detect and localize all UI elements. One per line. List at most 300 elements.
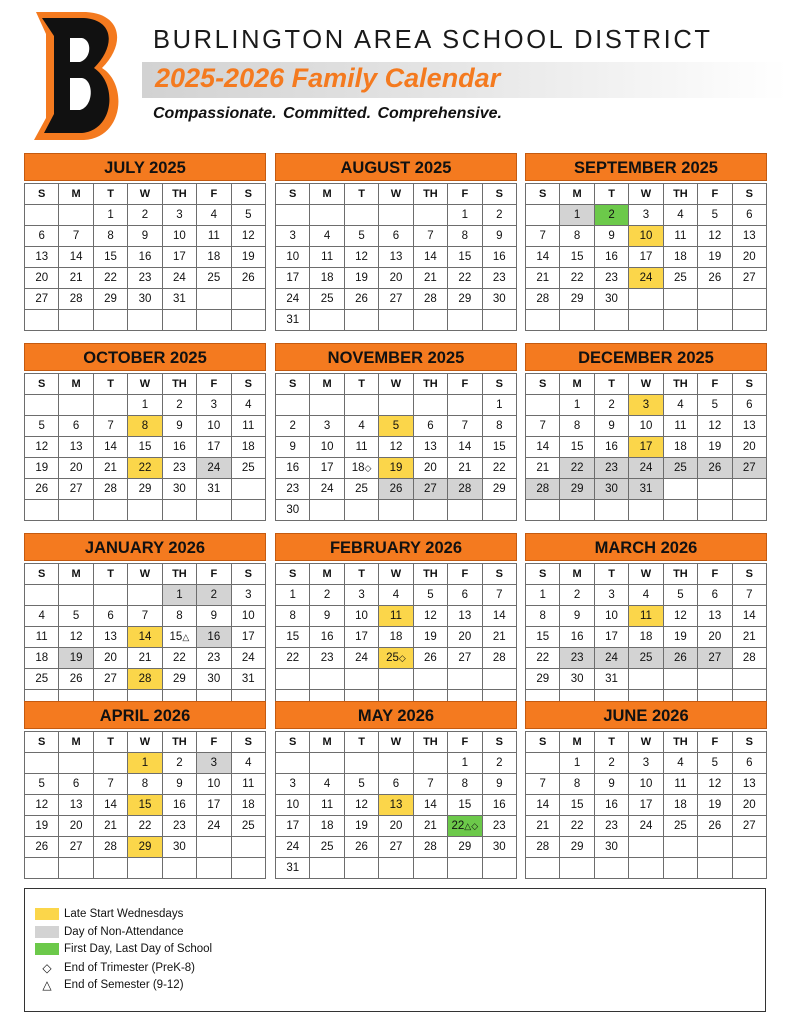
weekday-label: T xyxy=(344,732,378,753)
month-february-2026 xyxy=(275,533,517,711)
weekday-header-row xyxy=(25,184,266,205)
month-days-table xyxy=(24,373,266,521)
week-row xyxy=(25,458,266,479)
day-cell: 16 xyxy=(482,795,516,816)
empty-cell xyxy=(732,479,766,500)
day-cell: 30 xyxy=(197,669,231,690)
day-cell: 7 xyxy=(448,416,482,437)
day-cell: 18 xyxy=(231,437,265,458)
week-row xyxy=(25,816,266,837)
weekday-label: S xyxy=(231,732,265,753)
day-cell: 10 xyxy=(276,795,310,816)
weekday-label: F xyxy=(197,564,231,585)
day-cell: 3 xyxy=(629,753,663,774)
empty-cell xyxy=(344,500,378,521)
day-cell: 9 xyxy=(128,226,162,247)
legend-label: First Day, Last Day of School xyxy=(64,943,213,955)
week-row xyxy=(276,226,517,247)
day-cell: 18 xyxy=(25,648,59,669)
month-march-2026 xyxy=(525,533,767,711)
weekday-label: S xyxy=(25,374,59,395)
day-cell: 2 xyxy=(482,753,516,774)
empty-cell xyxy=(448,858,482,879)
day-cell: 5 xyxy=(379,416,413,437)
day-cell: 19 xyxy=(25,458,59,479)
day-cell: 18 xyxy=(310,816,344,837)
day-cell: 1 xyxy=(526,585,560,606)
day-cell: 11 xyxy=(310,795,344,816)
day-cell: 25◇ xyxy=(379,648,413,669)
month-may-2026 xyxy=(275,701,517,879)
empty-cell xyxy=(526,205,560,226)
day-cell: 25 xyxy=(310,289,344,310)
weekday-label: TH xyxy=(413,732,447,753)
day-cell: 19 xyxy=(344,268,378,289)
weekday-label: S xyxy=(526,564,560,585)
day-cell: 30 xyxy=(128,289,162,310)
weekday-label: S xyxy=(276,374,310,395)
weekday-label: T xyxy=(344,184,378,205)
weekday-label: W xyxy=(128,564,162,585)
empty-cell xyxy=(482,310,516,331)
empty-cell xyxy=(231,858,265,879)
empty-cell xyxy=(448,310,482,331)
empty-cell xyxy=(413,395,447,416)
day-cell: 16 xyxy=(594,247,628,268)
day-cell: 13 xyxy=(448,606,482,627)
day-cell: 6 xyxy=(379,774,413,795)
day-cell: 11 xyxy=(663,416,697,437)
weekday-label: TH xyxy=(413,374,447,395)
day-cell: 21 xyxy=(413,268,447,289)
week-row xyxy=(25,289,266,310)
day-cell: 14 xyxy=(93,795,127,816)
weekday-label: W xyxy=(379,732,413,753)
weekday-label: F xyxy=(448,184,482,205)
empty-cell xyxy=(128,858,162,879)
day-cell: 23 xyxy=(128,268,162,289)
day-cell: 5 xyxy=(344,226,378,247)
month-title: MARCH 2026 xyxy=(525,533,767,561)
day-cell: 21 xyxy=(128,648,162,669)
weekday-label: F xyxy=(197,732,231,753)
day-cell: 24 xyxy=(197,458,231,479)
day-cell: 5 xyxy=(413,585,447,606)
day-cell: 7 xyxy=(128,606,162,627)
weekday-label: S xyxy=(526,184,560,205)
month-title: AUGUST 2025 xyxy=(275,153,517,181)
empty-cell xyxy=(526,310,560,331)
day-cell: 28 xyxy=(59,289,93,310)
month-days-table xyxy=(24,731,266,879)
empty-cell xyxy=(25,310,59,331)
empty-cell xyxy=(526,395,560,416)
day-cell: 9 xyxy=(310,606,344,627)
day-cell: 4 xyxy=(663,205,697,226)
day-cell: 5 xyxy=(663,585,697,606)
week-row xyxy=(276,669,517,690)
day-cell: 13 xyxy=(732,226,766,247)
empty-cell xyxy=(197,289,231,310)
day-cell: 6 xyxy=(413,416,447,437)
weekday-label: M xyxy=(560,374,594,395)
day-cell: 5 xyxy=(344,774,378,795)
day-cell: 18 xyxy=(231,795,265,816)
day-cell: 21 xyxy=(526,268,560,289)
day-cell: 26 xyxy=(25,837,59,858)
day-cell: 31 xyxy=(594,669,628,690)
day-cell: 11 xyxy=(231,774,265,795)
empty-cell xyxy=(698,500,732,521)
week-row xyxy=(526,795,767,816)
empty-cell xyxy=(310,205,344,226)
month-title: NOVEMBER 2025 xyxy=(275,343,517,371)
week-row xyxy=(526,669,767,690)
week-row xyxy=(276,395,517,416)
weekday-label: T xyxy=(594,732,628,753)
day-cell: 17 xyxy=(310,458,344,479)
day-cell: 1 xyxy=(448,205,482,226)
day-cell: 2 xyxy=(276,416,310,437)
day-cell: 28 xyxy=(526,289,560,310)
empty-cell xyxy=(698,310,732,331)
empty-cell xyxy=(25,585,59,606)
day-cell: 14 xyxy=(413,247,447,268)
day-cell: 24 xyxy=(231,648,265,669)
day-cell: 7 xyxy=(526,226,560,247)
empty-cell xyxy=(128,585,162,606)
empty-cell xyxy=(231,310,265,331)
day-cell: 23 xyxy=(276,479,310,500)
weekday-label: T xyxy=(93,374,127,395)
day-cell: 29 xyxy=(526,669,560,690)
empty-cell xyxy=(629,500,663,521)
empty-cell xyxy=(413,500,447,521)
week-row xyxy=(25,669,266,690)
day-cell: 29 xyxy=(448,837,482,858)
day-cell: 6 xyxy=(448,585,482,606)
day-cell: 9 xyxy=(276,437,310,458)
weekday-label: TH xyxy=(663,184,697,205)
month-title: JULY 2025 xyxy=(24,153,266,181)
empty-cell xyxy=(379,753,413,774)
day-cell: 13 xyxy=(732,416,766,437)
weekday-label: S xyxy=(231,184,265,205)
day-cell: 28 xyxy=(526,837,560,858)
empty-cell xyxy=(413,310,447,331)
empty-cell xyxy=(732,669,766,690)
day-cell: 28 xyxy=(93,479,127,500)
empty-cell xyxy=(732,310,766,331)
empty-cell xyxy=(732,837,766,858)
weekday-label: W xyxy=(629,732,663,753)
weekday-label: TH xyxy=(413,184,447,205)
weekday-label: W xyxy=(629,564,663,585)
week-row xyxy=(526,458,767,479)
day-cell: 1 xyxy=(448,753,482,774)
day-cell: 3 xyxy=(629,395,663,416)
weekday-header-row xyxy=(526,184,767,205)
day-cell: 23 xyxy=(594,268,628,289)
weekday-label: S xyxy=(231,374,265,395)
day-cell: 22 xyxy=(448,268,482,289)
empty-cell xyxy=(25,395,59,416)
day-cell: 26 xyxy=(413,648,447,669)
day-cell: 26 xyxy=(698,458,732,479)
week-row xyxy=(25,479,266,500)
week-row xyxy=(526,500,767,521)
weekday-label: F xyxy=(448,374,482,395)
day-cell: 10 xyxy=(310,437,344,458)
weekday-label: TH xyxy=(663,374,697,395)
empty-cell xyxy=(594,310,628,331)
empty-cell xyxy=(732,858,766,879)
day-cell: 9 xyxy=(594,226,628,247)
empty-cell xyxy=(162,310,196,331)
day-cell: 2 xyxy=(560,585,594,606)
day-cell: 4 xyxy=(310,226,344,247)
day-cell: 28 xyxy=(448,479,482,500)
empty-cell xyxy=(344,205,378,226)
day-cell: 16 xyxy=(197,627,231,648)
month-title: SEPTEMBER 2025 xyxy=(525,153,767,181)
day-cell: 8 xyxy=(448,226,482,247)
weekday-label: T xyxy=(594,564,628,585)
empty-cell xyxy=(128,310,162,331)
day-cell: 5 xyxy=(698,753,732,774)
weekday-header-row xyxy=(276,374,517,395)
day-cell: 21 xyxy=(526,816,560,837)
day-cell: 30 xyxy=(560,669,594,690)
day-cell: 20 xyxy=(59,816,93,837)
day-cell: 16 xyxy=(594,795,628,816)
day-cell: 27 xyxy=(732,458,766,479)
day-cell: 21 xyxy=(413,816,447,837)
weekday-label: TH xyxy=(162,184,196,205)
empty-cell xyxy=(276,205,310,226)
empty-cell xyxy=(344,753,378,774)
day-cell: 4 xyxy=(629,585,663,606)
week-row xyxy=(276,289,517,310)
empty-cell xyxy=(448,395,482,416)
day-cell: 12 xyxy=(344,795,378,816)
day-cell: 7 xyxy=(526,416,560,437)
weekday-label: S xyxy=(276,184,310,205)
weekday-label: TH xyxy=(413,564,447,585)
empty-cell xyxy=(698,669,732,690)
month-january-2026 xyxy=(24,533,266,711)
weekday-label: TH xyxy=(162,564,196,585)
month-days-table xyxy=(24,563,266,711)
weekday-label: F xyxy=(698,732,732,753)
empty-cell xyxy=(197,500,231,521)
day-marker-icon: △ xyxy=(182,632,190,642)
day-cell: 8 xyxy=(560,774,594,795)
week-row xyxy=(276,795,517,816)
weekday-label: F xyxy=(698,374,732,395)
day-cell: 15 xyxy=(276,627,310,648)
day-cell: 10 xyxy=(629,774,663,795)
day-cell: 23 xyxy=(162,458,196,479)
day-cell: 29 xyxy=(560,479,594,500)
empty-cell xyxy=(629,289,663,310)
day-cell: 27 xyxy=(379,289,413,310)
day-cell: 27 xyxy=(698,648,732,669)
week-row xyxy=(526,837,767,858)
day-cell: 17 xyxy=(276,268,310,289)
day-cell: 22 xyxy=(276,648,310,669)
empty-cell xyxy=(310,858,344,879)
empty-cell xyxy=(231,289,265,310)
calendar-legend xyxy=(24,888,766,1012)
day-cell: 3 xyxy=(310,416,344,437)
empty-cell xyxy=(448,669,482,690)
week-row xyxy=(276,816,517,837)
day-cell: 9 xyxy=(560,606,594,627)
week-row xyxy=(526,858,767,879)
week-row xyxy=(25,395,266,416)
day-cell: 25 xyxy=(344,479,378,500)
day-cell: 2 xyxy=(128,205,162,226)
day-cell: 14 xyxy=(128,627,162,648)
day-cell: 13 xyxy=(732,774,766,795)
weekday-label: W xyxy=(629,184,663,205)
day-cell: 31 xyxy=(629,479,663,500)
day-cell: 26 xyxy=(698,268,732,289)
week-row xyxy=(276,268,517,289)
weekday-header-row xyxy=(526,374,767,395)
empty-cell xyxy=(310,500,344,521)
calendar-title: 2025-2026 Family Calendar xyxy=(155,63,501,93)
empty-cell xyxy=(25,753,59,774)
day-cell: 19 xyxy=(25,816,59,837)
month-days-table xyxy=(275,373,517,521)
day-cell: 27 xyxy=(59,479,93,500)
day-cell: 5 xyxy=(698,395,732,416)
week-row xyxy=(526,289,767,310)
day-cell: 17 xyxy=(197,795,231,816)
day-cell: 25 xyxy=(663,816,697,837)
week-row xyxy=(276,753,517,774)
day-cell: 26 xyxy=(59,669,93,690)
week-row xyxy=(25,310,266,331)
week-row xyxy=(25,837,266,858)
day-cell: 23 xyxy=(594,816,628,837)
day-cell: 10 xyxy=(276,247,310,268)
week-row xyxy=(25,606,266,627)
day-cell: 8 xyxy=(276,606,310,627)
week-row xyxy=(25,205,266,226)
weekday-label: S xyxy=(231,564,265,585)
day-cell: 8 xyxy=(560,416,594,437)
day-cell: 11 xyxy=(663,774,697,795)
day-cell: 11 xyxy=(379,606,413,627)
day-cell: 12 xyxy=(698,416,732,437)
week-row xyxy=(25,226,266,247)
day-cell: 18 xyxy=(663,247,697,268)
day-cell: 2 xyxy=(162,753,196,774)
day-cell: 29 xyxy=(128,837,162,858)
day-cell: 2 xyxy=(482,205,516,226)
empty-cell xyxy=(379,500,413,521)
empty-cell xyxy=(93,753,127,774)
day-cell: 1 xyxy=(93,205,127,226)
day-cell: 7 xyxy=(413,226,447,247)
day-cell: 10 xyxy=(197,774,231,795)
day-cell: 23 xyxy=(482,268,516,289)
week-row xyxy=(276,500,517,521)
day-cell: 1 xyxy=(128,753,162,774)
weekday-header-row xyxy=(526,564,767,585)
day-cell: 8 xyxy=(162,606,196,627)
day-marker-icon: ◇ xyxy=(398,653,406,663)
day-cell: 31 xyxy=(276,310,310,331)
empty-cell xyxy=(732,289,766,310)
weekday-label: T xyxy=(93,184,127,205)
day-cell: 14 xyxy=(732,606,766,627)
day-cell: 18 xyxy=(310,268,344,289)
day-cell: 17 xyxy=(162,247,196,268)
day-cell: 20 xyxy=(732,437,766,458)
empty-cell xyxy=(482,500,516,521)
week-row xyxy=(25,627,266,648)
day-cell: 20 xyxy=(413,458,447,479)
week-row xyxy=(526,479,767,500)
day-cell: 21 xyxy=(448,458,482,479)
legend-label: End of Trimester (PreK-8) xyxy=(64,962,196,974)
day-cell: 8 xyxy=(526,606,560,627)
week-row xyxy=(276,205,517,226)
day-cell: 12 xyxy=(231,226,265,247)
empty-cell xyxy=(698,858,732,879)
week-row xyxy=(526,310,767,331)
day-cell: 16 xyxy=(276,458,310,479)
day-cell: 30 xyxy=(594,837,628,858)
day-cell: 13 xyxy=(413,437,447,458)
month-days-table xyxy=(525,563,767,711)
day-cell: 14 xyxy=(448,437,482,458)
empty-cell xyxy=(560,858,594,879)
weekday-label: TH xyxy=(162,732,196,753)
day-cell: 11 xyxy=(344,437,378,458)
day-cell: 2 xyxy=(594,395,628,416)
day-cell: 15 xyxy=(560,795,594,816)
empty-cell xyxy=(59,395,93,416)
weekday-label: M xyxy=(310,564,344,585)
weekday-label: S xyxy=(25,732,59,753)
day-cell: 13 xyxy=(25,247,59,268)
month-august-2025 xyxy=(275,153,517,331)
day-cell: 3 xyxy=(594,585,628,606)
day-cell: 26 xyxy=(379,479,413,500)
day-cell: 27 xyxy=(448,648,482,669)
day-cell: 14 xyxy=(526,795,560,816)
day-cell: 26 xyxy=(698,816,732,837)
week-row xyxy=(25,648,266,669)
day-cell: 7 xyxy=(732,585,766,606)
week-row xyxy=(526,437,767,458)
day-cell: 13 xyxy=(59,795,93,816)
month-days-table xyxy=(525,731,767,879)
day-cell: 8 xyxy=(128,416,162,437)
day-cell: 17 xyxy=(629,437,663,458)
empty-cell xyxy=(231,837,265,858)
day-cell: 5 xyxy=(25,774,59,795)
weekday-label: T xyxy=(93,564,127,585)
empty-cell xyxy=(59,753,93,774)
day-cell: 21 xyxy=(732,627,766,648)
weekday-label: TH xyxy=(663,732,697,753)
